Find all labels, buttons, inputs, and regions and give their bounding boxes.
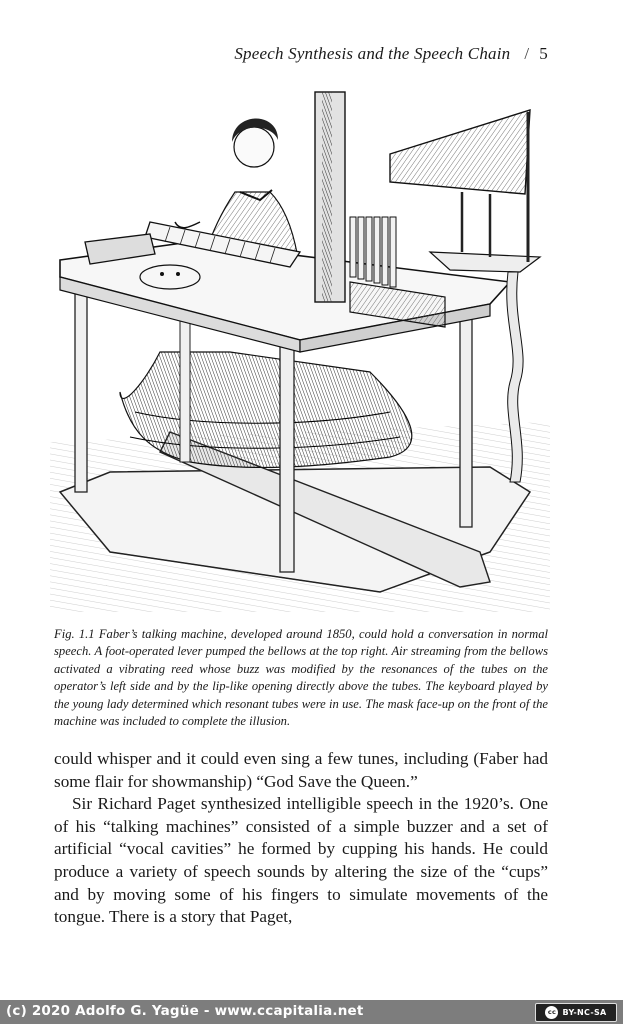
page-number: 5: [539, 44, 548, 63]
running-title: Speech Synthesis and the Speech Chain: [234, 44, 511, 63]
cc-icon: cc: [545, 1006, 558, 1019]
body-text: [54, 748, 548, 929]
footer-bar: [0, 1000, 623, 1024]
paragraph-paget: Sir Richard Paget synthesized intelligible speech in the 1920’s. One of his “talking machines” consisted of a simple buzzer and a set of artificial “vocal cavities” he formed by cupping his hands. He could produce a variety of speech sounds by altering the size of the “cups” and by moving some of his fingers to simulate movements of the tongue. There is a story that Paget,: [54, 794, 548, 927]
figure-caption: Fig. 1.1 Faber’s talking machine, developed around 1850, could hold a conversation in normal speech. A foot-operated lever pumped the bellows at the top right. Air streaming from the bellows activated a vibrating reed whose buzz was modified by the resonances of the tubes on the operator’s left side and by the lip-like opening directly above the tubes. The keyboard played by the young lady determined which resonant tubes were in use. The mask face-up on the front of the machine was included to complete the illusion.: [54, 627, 548, 729]
paragraph-continued: could whisper and it could even sing a few tunes, including (Faber had some flair for showmanship) “God Save the Queen.”: [54, 749, 548, 791]
license-label: BY-NC-SA: [562, 1008, 607, 1017]
header-separator: /: [524, 44, 530, 63]
copyright-notice: (c) 2020 Adolfo G. Yagüe - www.ccapitalia.net: [6, 1003, 364, 1019]
engraving-illustration: [50, 82, 550, 612]
cc-license-badge[interactable]: [535, 1003, 617, 1022]
running-head: [0, 44, 548, 64]
